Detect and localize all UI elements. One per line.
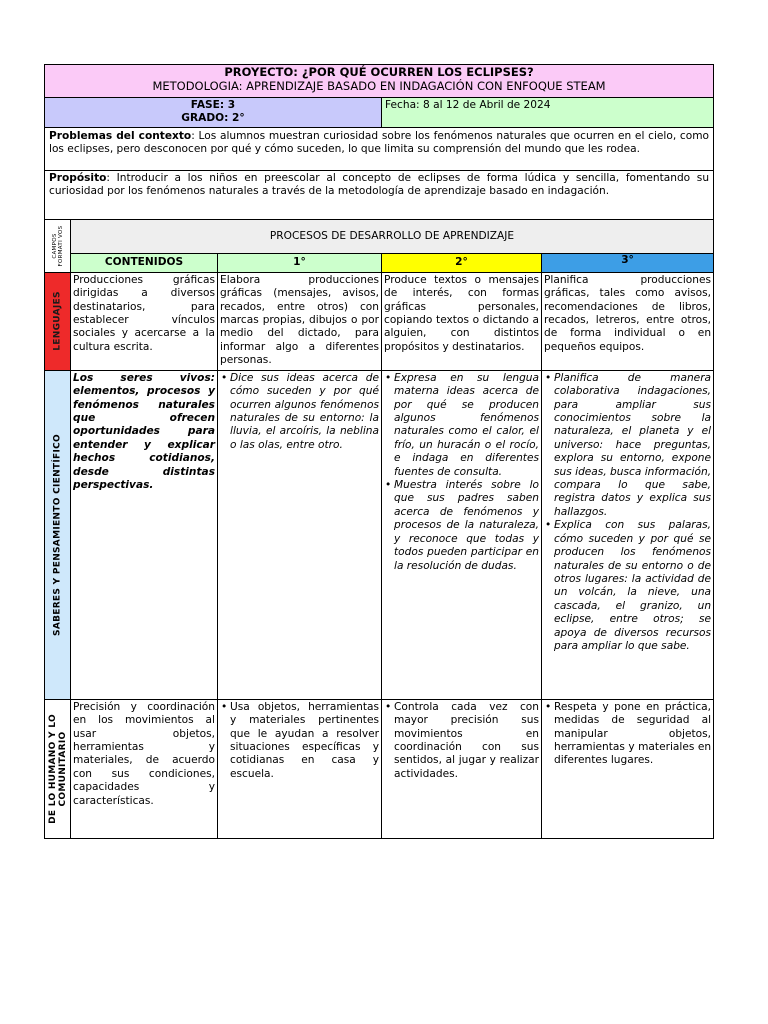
columns-row [45,254,714,273]
project-row [45,65,714,98]
lenguajes-contenido: Producciones gráficas dirigidas a diversos destinatarios, para establecer vínculos sociales y acercarse a la cultura escrita. [71,272,218,370]
list-item: • Respeta y pone en práctica, medidas de seguridad al manipular objetos, herramientas y materiales en diferentes lugares. [554,701,711,768]
humano-grade-1 [218,699,382,838]
campos-header [45,219,71,272]
field-humano-label: DE LO HUMANO Y LO COMUNITARIO [47,713,68,824]
grade-2-label: 2° [455,256,468,269]
saberes-contenido: Los seres vivos: elementos, procesos y fenómenos naturales que ofrecen oportunidades para entender y explicar hechos cotidianos, desde distintas perspectivas. [71,370,218,699]
saberes-grade-3-list [544,372,711,654]
grade-3-header [542,254,714,273]
lenguajes-grade-3: Planifica producciones gráficas, tales como avisos, recomendaciones de libros, recados, letreros, entre otros, de forma individual o en pequeños equipos. [542,272,714,370]
contenidos-label: CONTENIDOS [104,256,184,269]
list-item: • Controla cada vez con mayor precisión sus movimientos en coordinación con sus sentidos, al jugar y realizar actividades. [394,701,539,781]
field-saberes-label: SABERES Y PENSAMIENTO CIENTÍFICO [51,433,62,636]
humano-grade-1-list [220,701,379,781]
field-humano [45,699,71,838]
procesos-row [45,219,714,253]
field-saberes [45,370,71,699]
phase-cell [45,98,382,128]
humano-grade-3 [542,699,714,838]
phase-label: FASE: 3 [190,99,236,111]
list-item: • Usa objetos, herramientas y materiales pertinentes que le ayudan a resolver situaciones específicas y cotidianas en casa y escuela. [230,701,379,781]
list-item: • Explica con sus palaras, cómo suceden y por qué se producen los fenómenos naturales de su entorno o de otros lugares: la actividad de un volcán, la nieve, una cascada, el granizo, un eclipse, entre otros; se apoya de diversos recursos para ampliar lo que sabe. [554,519,711,653]
campos-label: CAMPOS FORMATI VOS [51,225,64,267]
lenguajes-grade-2: Produce textos o mensajes de interés, con formas gráficas personales, copiando textos o dictando a alguien, con distintos propósitos y destinatarios. [382,272,542,370]
grade-label: GRADO: 2° [181,112,245,125]
context-row [45,127,714,170]
contenidos-header [71,254,218,273]
list-item: • Planifica de manera colaborativa indagaciones, para ampliar sus conocimientos sobre la naturaleza, el planeta y el universo: hace preguntas, explora su entorno, expone sus ideas, busca información, compara lo que sabe, registra datos y explica sus hallazgos. [554,372,711,519]
saberes-grade-2-list [384,372,539,573]
lenguajes-row [45,272,714,370]
procesos-title: PROCESOS DE DESARROLLO DE APRENDIZAJE [269,229,515,242]
humano-row [45,699,714,838]
phase-row [45,98,714,128]
date-cell [382,98,714,128]
field-lenguajes [45,272,71,370]
project-header [45,65,714,98]
context-text: : Los alumnos muestran curiosidad sobre los fenómenos naturales que ocurren en el cielo, como los eclipses, pero desconocen por qué y cómo suceden, lo que limita su comprensión del mundo que les rodea. [49,129,710,156]
grade-2-header [382,254,542,273]
context-cell [45,127,714,170]
saberes-grade-3 [542,370,714,699]
list-item: • Dice sus ideas acerca de cómo suceden y por qué ocurren algunos fenómenos naturales de su entorno: la lluvia, el arcoíris, la neblina o las olas, entre otro. [230,372,379,452]
list-item: • Expresa en su lengua materna ideas acerca de por qué se producen algunos fenómenos naturales como el calor, el frío, un huracán o el rocío, e indaga en diferentes fuentes de consulta. [394,372,539,479]
purpose-cell [45,170,714,219]
saberes-grade-2 [382,370,542,699]
list-item: • Muestra interés sobre lo que sus padres saben acerca de fenómenos y procesos de la naturaleza, y reconoce que todas y todos pueden participar en la resolución de dudas. [394,479,539,573]
context-label: Problemas del contexto [49,129,192,142]
purpose-row [45,170,714,219]
humano-grade-2-list [384,701,539,781]
saberes-grade-1-list [220,372,379,452]
humano-contenido: Precisión y coordinación en los movimientos al usar objetos, herramientas y materiales, de acuerdo con sus condiciones, capacidades y características. [71,699,218,838]
purpose-label: Propósito [49,171,107,184]
humano-grade-3-list [544,701,711,768]
field-lenguajes-label: LENGUAJES [51,291,62,352]
saberes-grade-1 [218,370,382,699]
humano-grade-2 [382,699,542,838]
grade-1-label: 1° [293,256,306,269]
planning-document [44,64,713,839]
date-label: Fecha: 8 al 12 de Abril de 2024 [385,99,551,111]
procesos-header [71,219,714,253]
project-title: PROYECTO: ¿POR QUÉ OCURREN LOS ECLIPSES? [224,65,534,79]
methodology-title: METODOLOGIA: APRENDIZAJE BASADO EN INDAGACIÓN CON ENFOQUE STEAM [152,79,606,93]
lenguajes-grade-1: Elabora producciones gráficas (mensajes, avisos, recados, entre otros) con marcas propias, dibujos o por medio del dictado, para informar algo a diferentes personas. [218,272,382,370]
grade-1-header [218,254,382,273]
grade-3-label: 3° [621,254,634,267]
saberes-row [45,370,714,699]
purpose-text: : Introducir a los niños en preescolar al concepto de eclipses de forma lúdica y sencilla, fomentando su curiosidad por los fenómenos naturales a través de la metodología de aprendizaje basado en indagación. [49,171,710,198]
planning-table [44,64,714,839]
